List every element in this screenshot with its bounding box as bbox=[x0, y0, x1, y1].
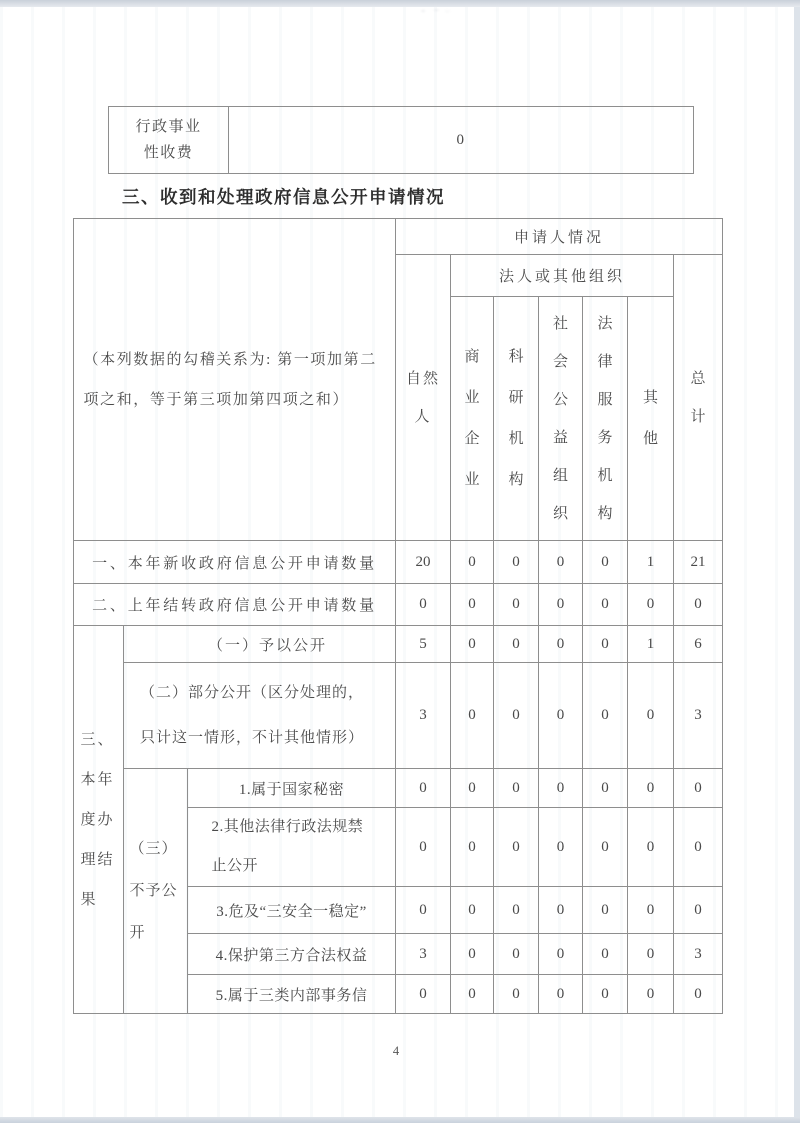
note-cell bbox=[74, 219, 396, 541]
value-cell: 0 bbox=[396, 808, 451, 887]
value-cell: 0 bbox=[628, 934, 674, 975]
value-cell: 0 bbox=[494, 975, 539, 1014]
value-cell: 0 bbox=[396, 887, 451, 934]
value-cell: 20 bbox=[396, 541, 451, 584]
value-cell: 0 bbox=[674, 584, 723, 626]
value-cell: 0 bbox=[539, 626, 583, 663]
value-cell: 0 bbox=[674, 975, 723, 1014]
row-new-received bbox=[74, 541, 723, 584]
value-cell: 0 bbox=[583, 769, 628, 808]
value-cell: 0 bbox=[396, 975, 451, 1014]
header-legal-org: 法人或其他组织 bbox=[451, 255, 674, 297]
value-cell: 0 bbox=[451, 663, 494, 769]
section-title: 三、收到和处理政府信息公开申请情况 bbox=[122, 187, 445, 207]
fee-table bbox=[108, 106, 694, 174]
fee-row-label bbox=[109, 107, 229, 174]
row-label: （一）予以公开 bbox=[124, 626, 396, 663]
fee-row-value: 0 bbox=[229, 107, 694, 174]
value-cell: 0 bbox=[451, 626, 494, 663]
value-cell: 0 bbox=[583, 663, 628, 769]
value-cell: 0 bbox=[674, 887, 723, 934]
value-cell: 0 bbox=[583, 934, 628, 975]
scan-artifact bbox=[410, 7, 454, 15]
value-cell: 6 bbox=[674, 626, 723, 663]
value-cell: 0 bbox=[451, 808, 494, 887]
value-cell: 0 bbox=[628, 584, 674, 626]
value-cell: 21 bbox=[674, 541, 723, 584]
group-label-annual-result: 三、本年度办理结果 bbox=[74, 626, 124, 1014]
row-label: 2.其他法律行政法规禁止公开 bbox=[188, 808, 396, 887]
value-cell: 0 bbox=[539, 584, 583, 626]
value-cell: 0 bbox=[451, 975, 494, 1014]
col-header-research: 科研机构 bbox=[494, 297, 539, 541]
value-cell: 0 bbox=[583, 887, 628, 934]
row-carried-over bbox=[74, 584, 723, 626]
row-label: 一、本年新收政府信息公开申请数量 bbox=[74, 541, 396, 584]
header-row-applicant bbox=[74, 219, 723, 255]
col-header-other: 其他 bbox=[628, 297, 674, 541]
value-cell: 0 bbox=[628, 663, 674, 769]
value-cell: 0 bbox=[451, 584, 494, 626]
value-cell: 0 bbox=[628, 808, 674, 887]
value-cell: 0 bbox=[583, 626, 628, 663]
value-cell: 0 bbox=[583, 584, 628, 626]
value-cell: 0 bbox=[583, 808, 628, 887]
value-cell: 0 bbox=[494, 663, 539, 769]
value-cell: 0 bbox=[539, 887, 583, 934]
value-cell: 0 bbox=[494, 808, 539, 887]
note-text: （本列数据的勾稽关系为: 第一项加第二项之和，等于第三项加第四项之和） bbox=[83, 351, 377, 408]
value-cell: 0 bbox=[451, 887, 494, 934]
col-header-social: 社会公益组织 bbox=[539, 297, 583, 541]
row-state-secret bbox=[74, 769, 723, 808]
value-cell: 0 bbox=[583, 975, 628, 1014]
value-cell: 0 bbox=[539, 808, 583, 887]
fee-row bbox=[109, 107, 694, 174]
value-cell: 1 bbox=[628, 626, 674, 663]
col-header-total: 总计 bbox=[674, 255, 723, 541]
value-cell: 0 bbox=[451, 934, 494, 975]
value-cell: 5 bbox=[396, 626, 451, 663]
value-cell: 0 bbox=[396, 769, 451, 808]
row-partially-granted bbox=[74, 663, 723, 769]
col-header-legal-service: 法律服务机构 bbox=[583, 297, 628, 541]
value-cell: 0 bbox=[396, 584, 451, 626]
value-cell: 0 bbox=[451, 769, 494, 808]
value-cell: 0 bbox=[628, 887, 674, 934]
value-cell: 0 bbox=[494, 541, 539, 584]
header-applicant: 申请人情况 bbox=[396, 219, 723, 255]
value-cell: 3 bbox=[396, 663, 451, 769]
group-label-denied: （三）不予公开 bbox=[124, 769, 188, 1014]
row-label: 5.属于三类内部事务信 bbox=[188, 975, 396, 1014]
value-cell: 0 bbox=[494, 887, 539, 934]
row-label: （二）部分公开（区分处理的，只计这一情形，不计其他情形） bbox=[124, 663, 396, 769]
value-cell: 1 bbox=[628, 541, 674, 584]
value-cell: 0 bbox=[674, 808, 723, 887]
value-cell: 0 bbox=[539, 541, 583, 584]
value-cell: 0 bbox=[628, 769, 674, 808]
value-cell: 0 bbox=[539, 934, 583, 975]
viewer-top-edge bbox=[0, 0, 800, 7]
row-label: 4.保护第三方合法权益 bbox=[188, 934, 396, 975]
value-cell: 3 bbox=[396, 934, 451, 975]
value-cell: 0 bbox=[539, 975, 583, 1014]
value-cell: 0 bbox=[494, 626, 539, 663]
requests-table bbox=[73, 218, 723, 1014]
viewer-bottom-edge bbox=[0, 1117, 800, 1123]
value-cell: 0 bbox=[494, 769, 539, 808]
value-cell: 0 bbox=[494, 584, 539, 626]
row-granted bbox=[74, 626, 723, 663]
viewer-right-edge bbox=[794, 7, 800, 1118]
row-label: 3.危及“三安全一稳定” bbox=[188, 887, 396, 934]
col-header-natural-person: 自然人 bbox=[396, 255, 451, 541]
value-cell: 3 bbox=[674, 934, 723, 975]
value-cell: 0 bbox=[583, 541, 628, 584]
fee-row-label-text: 行政事业性收费 bbox=[135, 119, 202, 161]
value-cell: 0 bbox=[628, 975, 674, 1014]
col-header-business: 商业企业 bbox=[451, 297, 494, 541]
value-cell: 0 bbox=[539, 663, 583, 769]
value-cell: 0 bbox=[451, 541, 494, 584]
value-cell: 3 bbox=[674, 663, 723, 769]
row-label: 1.属于国家秘密 bbox=[188, 769, 396, 808]
page-number: 4 bbox=[392, 1044, 400, 1058]
value-cell: 0 bbox=[494, 934, 539, 975]
row-label: 二、上年结转政府信息公开申请数量 bbox=[74, 584, 396, 626]
value-cell: 0 bbox=[539, 769, 583, 808]
value-cell: 0 bbox=[674, 769, 723, 808]
